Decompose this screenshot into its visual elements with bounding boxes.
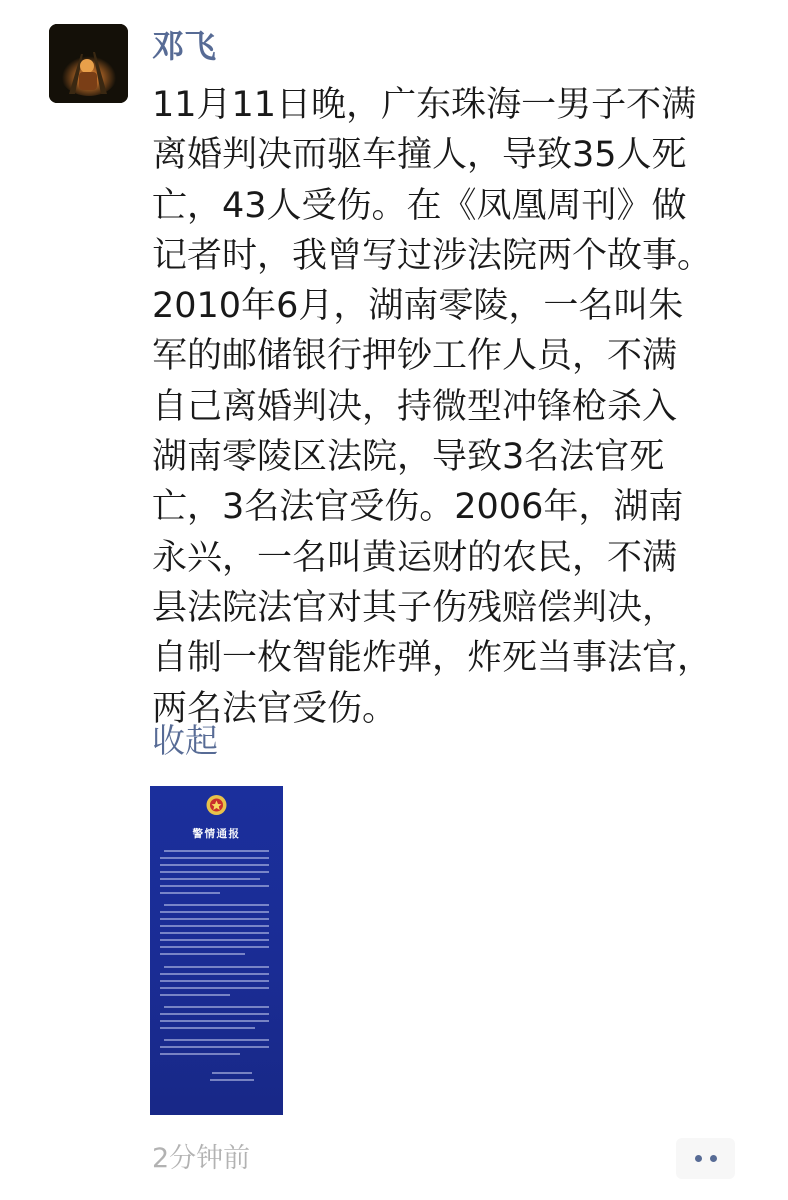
avatar-photo-icon	[49, 24, 128, 103]
post-text-line: 永兴，一名叫黄运财的农民，不满	[152, 537, 678, 578]
post-text-line: 两名法官受伤。	[152, 688, 398, 729]
post-text-line: 离婚判决而驱车撞人，导致35人死	[152, 135, 687, 176]
post-text-line: 记者时，我曾写过涉法院两个故事。	[152, 235, 713, 276]
post-text-line: 县法院法官对其子伤残赔偿判决，	[152, 587, 678, 628]
post-text-line: 自制一枚智能炸弹，炸死当事法官，	[152, 638, 713, 679]
notice-title: 警情通报	[192, 828, 241, 840]
post-text-line: 2010年6月，湖南零陵，一名叫朱	[152, 286, 684, 327]
more-dots-icon	[691, 1155, 721, 1162]
post-text-line: 湖南零陵区法院，导致3名法官死	[152, 437, 665, 478]
collapse-link[interactable]: 收起	[152, 721, 218, 760]
post-text	[152, 80, 752, 734]
post-text-line: 亡，3名法官受伤。2006年，湖南	[152, 487, 684, 528]
notice-body-lines	[160, 850, 269, 1081]
police-emblem-icon	[207, 795, 227, 815]
police-notice-image	[150, 786, 283, 1115]
post-timestamp: 2分钟前	[152, 1143, 251, 1174]
attached-image[interactable]	[150, 786, 283, 1115]
author-name[interactable]: 邓飞	[152, 27, 217, 65]
post-text-line: 11月11日晚，广东珠海一男子不满	[152, 85, 697, 125]
post-text-line: 军的邮储银行押钞工作人员，不满	[152, 336, 678, 377]
post-text-line: 亡，43人受伤。在《凤凰周刊》做	[152, 185, 687, 226]
more-button[interactable]	[676, 1138, 735, 1179]
avatar[interactable]	[49, 24, 128, 103]
post-text-line: 自己离婚判决，持微型冲锋枪杀入	[152, 386, 678, 427]
